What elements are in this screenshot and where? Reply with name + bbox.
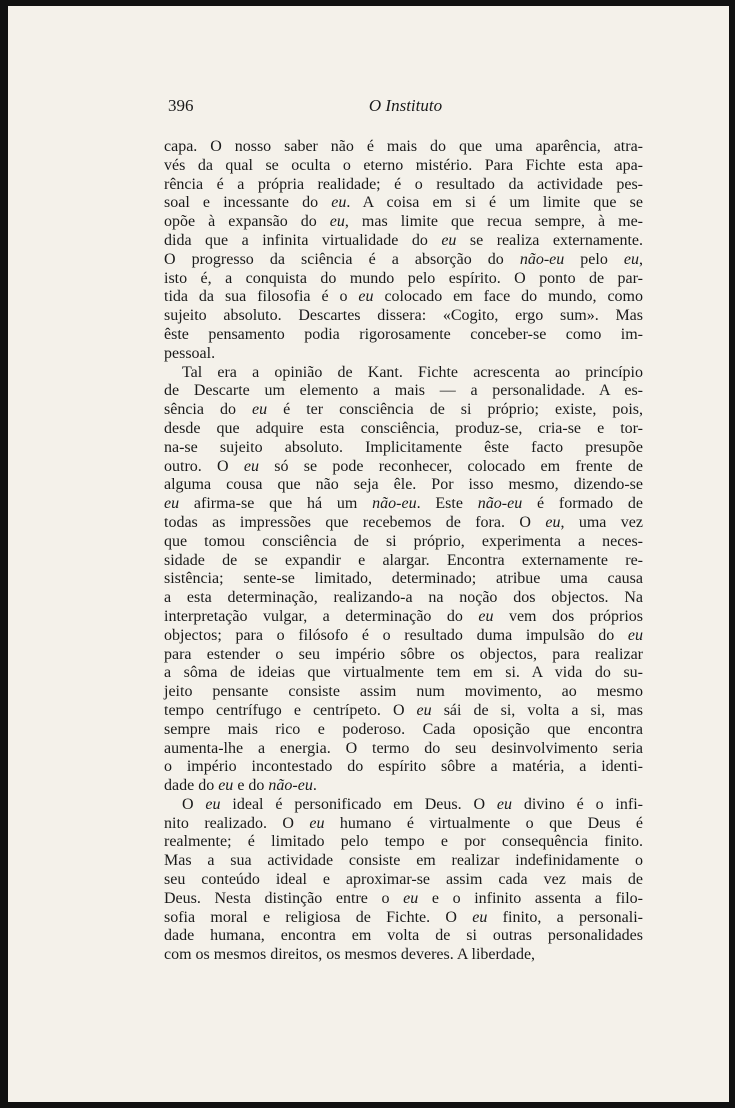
text-line: o império incontestado do espírito sôbre a matéria, a identi- [164, 758, 643, 776]
text-line: com os mesmos direitos, os mesmos deveres. A liberdade, [164, 946, 536, 964]
text-line: Tal era a opinião de Kant. Fichte acrescenta ao princípio [182, 363, 643, 381]
text-line: sofia moral e religiosa de Fichte. O eu finito, a personali- [164, 908, 643, 926]
text-line: sempre mais rico e poderoso. Cada oposição que encontra [164, 720, 643, 738]
page-header [168, 96, 643, 120]
text-line: interpretação vulgar, a determinação do eu vem dos próprios [164, 607, 643, 625]
text-line: dade humana, encontra em volta de si outras personalidades [164, 927, 643, 945]
text-line: Deus. Nesta distinção entre o eu e o infinito assenta a filo- [164, 889, 644, 907]
text-line: todas as impressões que recebemos de fora. O eu, uma vez [164, 513, 644, 531]
text-line: O progresso da sciência é a absorção do não-eu pelo eu, [164, 250, 644, 268]
text-line: sidade de se expandir e alargar. Encontra externamente re- [164, 551, 643, 569]
text-line: objectos; para o filósofo é o resultado duma impulsão do eu [164, 626, 643, 644]
text-line: aumenta-lhe a energia. O termo do seu desinvolvimento seria [164, 739, 643, 757]
text-line: dida que a infinita virtualidade do eu se realiza externamente. [164, 231, 644, 249]
text-line: jeito pensante consiste assim num movimento, ao mesmo [164, 683, 643, 701]
text-line: êste pensamento podia rigorosamente conceber-se como im- [164, 325, 643, 343]
text-line: isto é, a conquista do mundo pelo espírito. O ponto de par- [164, 269, 643, 287]
text-line: que tomou consciência de si próprio, experimenta a neces- [164, 532, 643, 550]
text-line: realmente; é limitado pelo tempo e por consequência finito. [164, 833, 643, 851]
text-line: sência do eu é ter consciência de si próprio; existe, pois, [164, 401, 643, 419]
text-line: eu afirma-se que há um não-eu. Este não-eu é formado de [164, 495, 644, 513]
page-number: 396 [168, 96, 194, 115]
text-line: a sôma de ideias que virtualmente tem em si. A vida do su- [164, 664, 643, 682]
text-line: outro. O eu só se pode reconhecer, colocado em frente de [164, 457, 644, 475]
text-line: sistência; sente-se limitado, determinado; atribue uma causa [164, 570, 643, 588]
text-line: de Descarte um elemento a mais — a personalidade. A es- [164, 382, 643, 400]
body-text [164, 138, 643, 965]
running-title: O Instituto [368, 96, 443, 115]
text-line: vés da qual se oculta o eterno mistério. Para Fichte esta apa- [164, 156, 643, 174]
text-line: tempo centrífugo e centrípeto. O eu sái de si, volta a si, mas [164, 701, 643, 719]
text-line: opõe à expansão do eu, mas limite que recua sempre, à me- [164, 213, 644, 231]
text-line: a esta determinação, realizando-a na noção dos objectos. Na [164, 589, 643, 607]
text-line: tida da sua filosofia é o eu colocado em face do mundo, como [164, 288, 644, 306]
text-line: Mas a sua actividade consiste em realizar indefinidamente o [164, 852, 643, 870]
text-line: desde que adquire esta consciência, produz-se, cria-se e tor- [164, 419, 643, 437]
text-line: sujeito absoluto. Descartes dissera: «Cogito, ergo sum». Mas [164, 307, 643, 325]
text-line: pessoal. [164, 344, 216, 362]
text-line: nito realizado. O eu humano é virtualmente o que Deus é [164, 814, 643, 832]
book-page [8, 6, 729, 1102]
text-line: alguma cousa que não seja êle. Por isso mesmo, dizendo-se [164, 476, 643, 494]
text-line: dade do eu e do não-eu. [164, 777, 317, 795]
text-line: soal e incessante do eu. A coisa em si é um limite que se [164, 194, 644, 212]
text-line: na-se sujeito absoluto. Implicitamente êste facto presupõe [164, 438, 643, 456]
text-line: rência é a própria realidade; é o resultado da actividade pes- [164, 175, 643, 193]
text-line: capa. O nosso saber não é mais do que uma aparência, atra- [164, 138, 643, 155]
text-line: seu conteúdo ideal e aproximar-se assim cada vez mais de [164, 871, 643, 889]
text-line: para estender o seu império sôbre os objectos, para realizar [164, 645, 643, 663]
text-line: O eu ideal é personificado em Deus. O eu divino é o infi- [182, 795, 643, 813]
